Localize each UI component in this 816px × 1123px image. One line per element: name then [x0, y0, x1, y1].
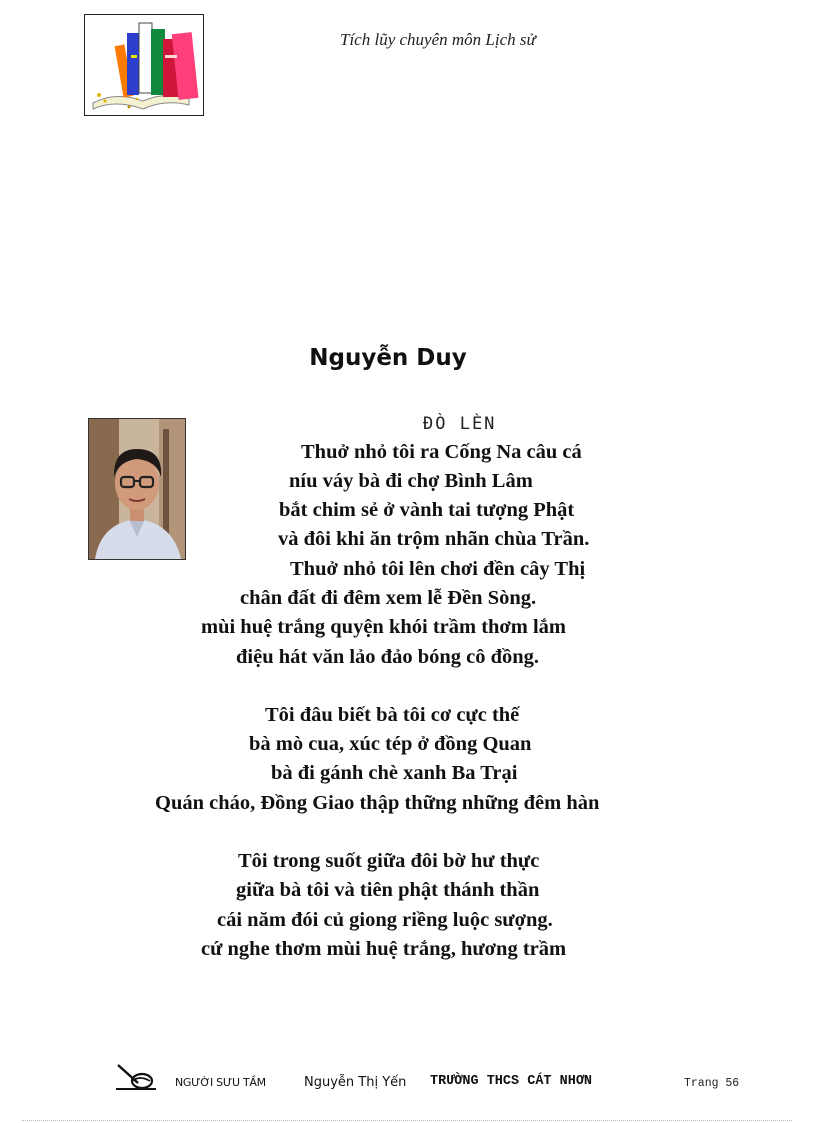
- poem-line: Thuở nhỏ tôi ra Cống Na câu cá: [301, 441, 582, 463]
- school-name: TRƯỜNG THCS CÁT NHƠN: [430, 1074, 593, 1089]
- collector-name: Nguyễn Thị Yến: [304, 1075, 407, 1090]
- page-number: Trang 56: [684, 1077, 740, 1090]
- poem-line: bắt chim sẻ ở vành tai tượng Phật: [279, 499, 575, 521]
- poem-line: Thuở nhỏ tôi lên chơi đền cây Thị: [290, 558, 586, 580]
- books-logo: [84, 14, 204, 116]
- poem-line: bà mò cua, xúc tép ở đồng Quan: [249, 733, 532, 755]
- poem-line: giữa bà tôi và tiên phật thánh thần: [236, 879, 540, 901]
- poem-title: ĐÒ LÈN: [423, 414, 497, 434]
- portrait-image: [89, 419, 185, 559]
- poem-line: Tôi trong suốt giữa đôi bờ hư thực: [238, 850, 540, 872]
- poem-line: chân đất đi đêm xem lễ Đền Sòng.: [240, 587, 537, 609]
- signature-icon: [114, 1061, 158, 1093]
- books-icon: [85, 15, 203, 115]
- poem-line: điệu hát văn lảo đảo bóng cô đồng.: [236, 646, 540, 668]
- poem-line: cứ nghe thơm mùi huệ trắng, hương trầm: [201, 938, 567, 960]
- poem-line: bà đi gánh chè xanh Ba Trại: [271, 762, 518, 784]
- footer-divider: [22, 1120, 792, 1121]
- author-name: Nguyễn Duy: [309, 345, 467, 371]
- poem-line: và đôi khi ăn trộm nhãn chùa Trần.: [278, 528, 590, 550]
- poem-line: níu váy bà đi chợ Bình Lâm: [289, 470, 533, 492]
- poem-line: Quán cháo, Đồng Giao thập thững những đêm hàn: [155, 792, 600, 814]
- poem-line: mùi huệ trắng quyện khói trầm thơm lắm: [201, 616, 567, 638]
- header-title: Tích lũy chuyên môn Lịch sử: [340, 30, 536, 49]
- collector-label: NGƯỜI SƯU TẦM: [175, 1076, 266, 1089]
- poem-line: Tôi đâu biết bà tôi cơ cực thế: [265, 704, 520, 726]
- author-portrait: [88, 418, 186, 560]
- poem-line: cái năm đói củ giong riềng luộc sượng.: [217, 909, 553, 931]
